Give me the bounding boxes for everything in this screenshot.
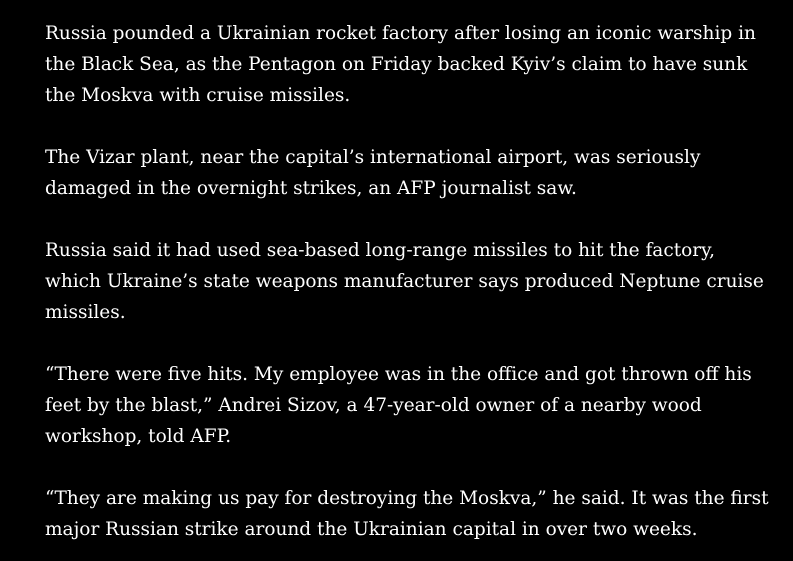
article-paragraph-4: “There were five hits. My employee was in the office and got thrown off his feet by the blast,” Andrei Sizov, a 47-year-old owner of a nearby wood workshop, told AFP.	[45, 364, 752, 447]
article-paragraph-2: The Vizar plant, near the capital’s international airport, was seriously damaged in the overnight strikes, an AFP journalist saw.	[45, 147, 701, 199]
article-paragraph-3: Russia said it had used sea-based long-range missiles to hit the factory, which Ukraine’s state weapons manufacturer says produced Neptune cruise missiles.	[45, 240, 764, 323]
article-paragraph-1: Russia pounded a Ukrainian rocket factory after losing an iconic warship in the Black Sea, as the Pentagon on Friday backed Kyiv’s claim to have sunk the Moskva with cruise missiles.	[45, 23, 756, 106]
article-paragraph-5: “They are making us pay for destroying the Moskva,” he said. It was the first major Russian strike around the Ukrainian capital in over two weeks.	[45, 488, 769, 540]
